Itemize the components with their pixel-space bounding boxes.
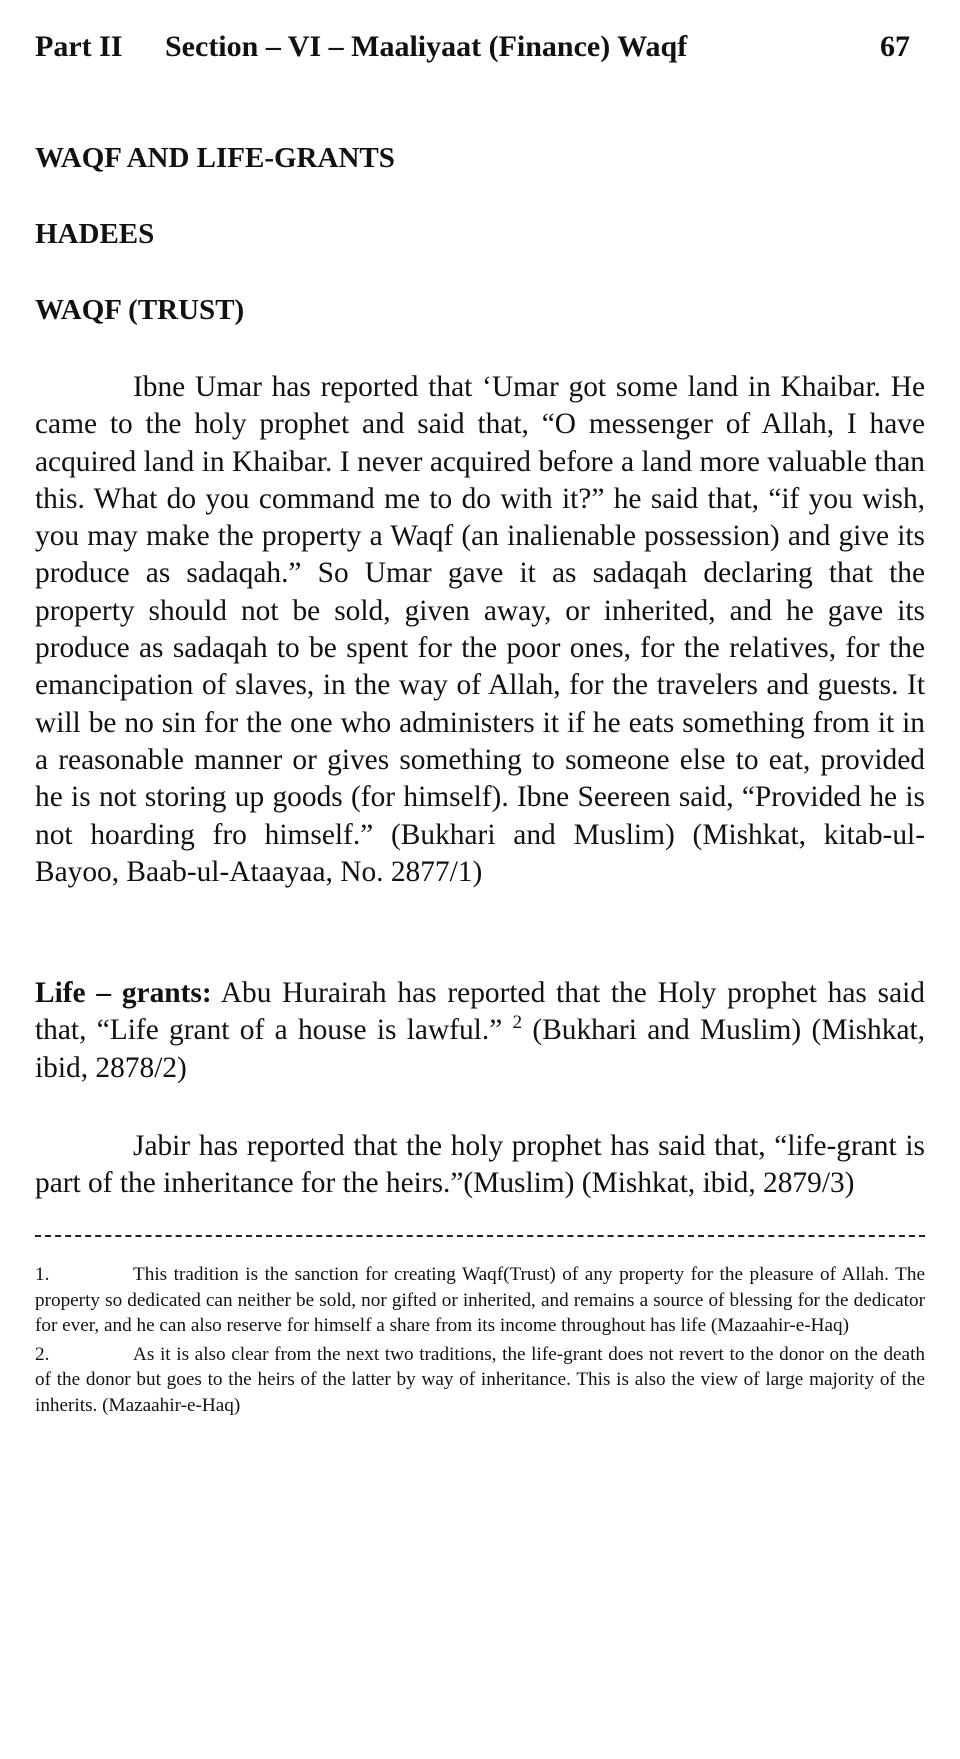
paragraph-life-grants [35, 975, 925, 1087]
life-grants-source: (Bukhari and Muslim) (Mishkat, ibid, 2878/2) [35, 1014, 925, 1084]
footnote-number: 2. [35, 1343, 50, 1365]
chapter-title: WAQF AND LIFE-GRANTS [35, 142, 395, 174]
footnotes [35, 1262, 925, 1421]
footnote-reference: 2 [512, 1012, 523, 1034]
section-heading: HADEES [35, 218, 155, 250]
subsection-heading: WAQF (TRUST) [35, 294, 245, 326]
footnote-item [35, 1262, 925, 1339]
life-grants-lead: Life – grants: [35, 977, 212, 1009]
footnote-text: As it is also clear from the next two traditions, the life-grant does not revert to the donor on the death of the donor but goes to the heirs of the latter by way of inheritance. This is also the view of large majority of the inherits. (Mazaahir-e-Haq) [35, 1343, 925, 1416]
paragraph-waqf-hadith: Ibne Umar has reported that ‘Umar got some land in Khaibar. He came to the holy prophet and said that, “O messenger of Allah, I have acquired land in Khaibar. I never acquired before a land more valuable than this. What do you command me to do with it?” he said that, “if you wish, you may make the property a Waqf (an inalienable possession) and give its produce as sadaqah.” So Umar gave it as sadaqah declaring that the property should not be sold, given away, or inherited, and he gave its produce as sadaqah to be spent for the poor ones, for the relatives, for the emancipation of slaves, in the way of Allah, for the travelers and guests. It will be no sin for the one who administers it if he eats something from it in a reasonable manner or gives something to someone else to eat, provided he is not storing up goods (for himself). Ibne Seereen said, “Provided he is not hoarding fro himself.” (Bukhari and Muslim) (Mishkat, kitab-ul-Bayoo, Baab-ul-Ataayaa, No. 2877/1) [35, 371, 925, 888]
header-section-title: Section – VI – Maaliyaat (Finance) Waqf [165, 30, 688, 63]
footnote-item [35, 1342, 925, 1419]
page-number: 67 [880, 30, 910, 63]
life-grants-text: Abu Hurairah has reported that the Holy prophet has said that, “Life grant of a house is lawful.” [35, 977, 925, 1047]
paragraph-jabir-hadith: Jabir has reported that the holy prophet has said that, “life-grant is part of the inheritance for the heirs.”(Muslim) (Mishkat, ibid, 2879/3) [35, 1130, 925, 1200]
header-part: Part II [35, 30, 123, 63]
footnote-divider [35, 1235, 925, 1237]
footnote-text: This tradition is the sanction for creating Waqf(Trust) of any property for the pleasure of Allah. The property so dedicated can neither be sold, nor gifted or inherited, and remains a source of blessing for the dedicator for ever, and he can also reserve for himself a share from its income throughout has life (Mazaahir-e-Haq) [35, 1264, 925, 1336]
footnote-number: 1. [35, 1264, 50, 1285]
